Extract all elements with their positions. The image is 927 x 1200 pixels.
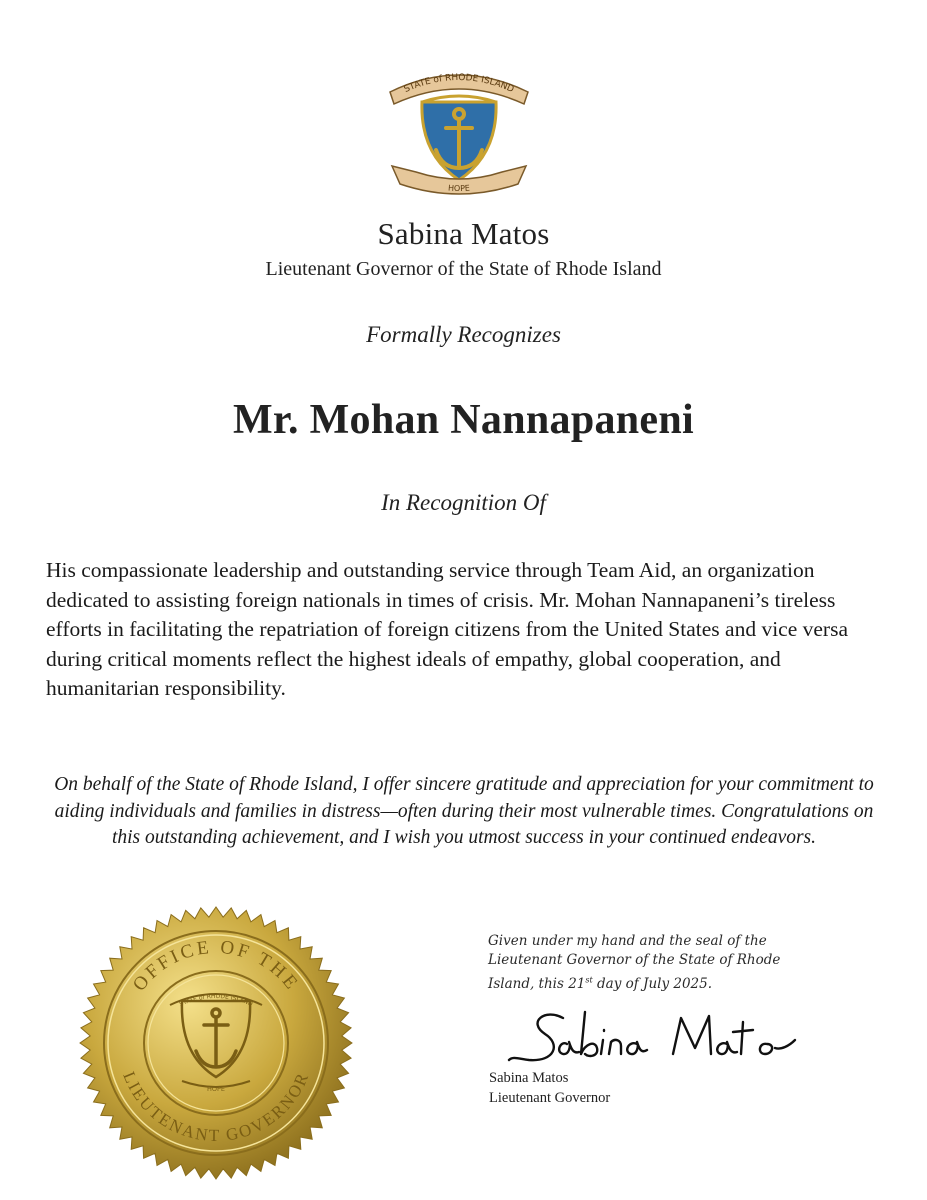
- attestation-line-1: Given under my hand and the seal of the: [488, 933, 767, 949]
- rhode-island-state-seal-icon: [386, 62, 532, 202]
- issuer-name: Sabina Matos: [377, 216, 550, 251]
- attestation-line-2: Lieutenant Governor of the State of Rhode: [488, 952, 781, 968]
- signer-name: Sabina Matos: [489, 1070, 569, 1086]
- issuer-title: Lieutenant Governor of the State of Rhode Island: [265, 258, 662, 280]
- signer-title: Lieutenant Governor: [489, 1090, 611, 1106]
- attestation-line-3: Island, this 21st day of July 2025.: [488, 975, 713, 992]
- svg-text:STATE of RHODE ISLAND: STATE of RHODE ISLAND: [178, 992, 254, 1008]
- svg-text:LIEUTENANT GOVERNOR: LIEUTENANT GOVERNOR: [119, 1068, 313, 1146]
- attestation-text: [488, 932, 868, 994]
- lieutenant-governor-gold-seal-icon: [78, 905, 354, 1181]
- recognizes-label: Formally Recognizes: [366, 322, 561, 347]
- honoree-name: Mr. Mohan Nannapaneni: [232, 397, 695, 443]
- svg-text:OFFICE OF THE: OFFICE OF THE: [128, 936, 304, 996]
- closing-statement: On behalf of the State of Rhode Island, I offer sincere gratitude and appreciation for your commitment to aiding individuals and families in distress—often during their most vulnerable times. Congratulations on this outstanding achievement, and I wish you utmost success in your continued endeavors.: [54, 774, 874, 848]
- handwritten-signature-icon: [505, 1000, 805, 1080]
- recognition-heading: In Recognition Of: [381, 490, 546, 515]
- svg-text:STATE of RHODE ISLAND: STATE of RHODE ISLAND: [402, 72, 516, 96]
- citation-text: His compassionate leadership and outstanding service through Team Aid, an organization dedicated to assisting foreign nationals in times of crisis. Mr. Mohan Nannapaneni’s tireless efforts in facilitating the repatriation of foreign citizens from the United States and vice versa during critical moments reflect the highest ideals of empathy, global cooperation, and humanitarian responsibility.: [46, 558, 848, 700]
- svg-text:HOPE: HOPE: [206, 1085, 226, 1093]
- svg-text:HOPE: HOPE: [447, 183, 471, 194]
